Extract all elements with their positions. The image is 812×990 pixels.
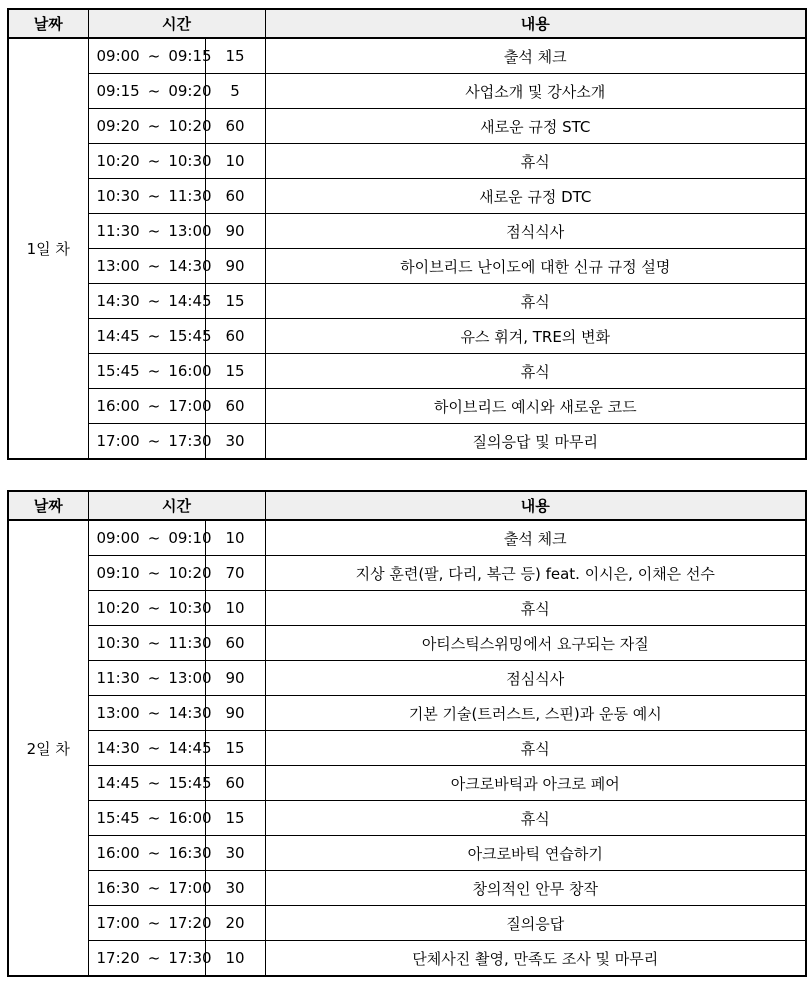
session-content: 질의응답 및 마무리: [265, 424, 806, 460]
start-time: 09:20: [96, 117, 140, 135]
time-separator: ~: [147, 327, 161, 345]
duration-minutes: 30: [205, 424, 265, 460]
end-time: 16:00: [168, 362, 212, 380]
table-row: [8, 284, 806, 319]
day-label: 1일 차: [8, 38, 88, 459]
duration-minutes: 5: [205, 74, 265, 109]
end-time: 15:45: [168, 774, 212, 792]
duration-minutes: 15: [205, 801, 265, 836]
day2-rows: [8, 520, 806, 976]
time-range: [88, 941, 212, 977]
duration-minutes: 90: [205, 214, 265, 249]
end-time: 10:20: [168, 564, 212, 582]
session-content: 유스 휘겨, TRE의 변화: [265, 319, 806, 354]
table-row: [8, 696, 806, 731]
time-range: [88, 836, 212, 871]
start-time: 15:45: [96, 809, 140, 827]
start-time: 09:00: [96, 47, 140, 65]
session-content: 출석 체크: [265, 520, 806, 556]
time-range: [88, 556, 212, 591]
session-content: 휴식: [265, 144, 806, 179]
start-time: 14:45: [96, 327, 140, 345]
duration-minutes: 20: [205, 906, 265, 941]
table-row: [8, 214, 806, 249]
end-time: 17:20: [168, 914, 212, 932]
table-row: [8, 109, 806, 144]
time-range: [88, 354, 212, 389]
header-content: 내용: [265, 9, 806, 38]
session-content: 새로운 규정 STC: [265, 109, 806, 144]
end-time: 16:00: [168, 809, 212, 827]
time-separator: ~: [147, 914, 161, 932]
session-content: 질의응답: [265, 906, 806, 941]
time-separator: ~: [147, 774, 161, 792]
header-time: 시간: [88, 491, 265, 520]
table-header-row: [8, 491, 806, 520]
time-separator: ~: [147, 599, 161, 617]
header-content: 내용: [265, 491, 806, 520]
time-separator: ~: [147, 187, 161, 205]
duration-minutes: 15: [205, 354, 265, 389]
session-content: 지상 훈련(팔, 다리, 복근 등) feat. 이시은, 이채은 선수: [265, 556, 806, 591]
day1-rows: [8, 38, 806, 459]
start-time: 09:15: [96, 82, 140, 100]
table-row: [8, 836, 806, 871]
table-row: [8, 38, 806, 74]
end-time: 14:45: [168, 292, 212, 310]
table-row: [8, 179, 806, 214]
start-time: 16:00: [96, 844, 140, 862]
time-separator: ~: [147, 152, 161, 170]
end-time: 11:30: [168, 634, 212, 652]
table-row: [8, 801, 806, 836]
time-separator: ~: [147, 949, 161, 967]
time-separator: ~: [147, 634, 161, 652]
session-content: 휴식: [265, 801, 806, 836]
duration-minutes: 30: [205, 836, 265, 871]
time-range: [88, 179, 212, 214]
day1-schedule-table: [7, 8, 807, 460]
end-time: 15:45: [168, 327, 212, 345]
time-separator: ~: [147, 739, 161, 757]
session-content: 하이브리드 예시와 새로운 코드: [265, 389, 806, 424]
time-range: [88, 109, 212, 144]
time-separator: ~: [147, 564, 161, 582]
start-time: 14:30: [96, 739, 140, 757]
time-range: [88, 284, 212, 319]
start-time: 15:45: [96, 362, 140, 380]
time-separator: ~: [147, 362, 161, 380]
time-range: [88, 38, 212, 74]
duration-minutes: 90: [205, 249, 265, 284]
time-range: [88, 591, 212, 626]
time-range: [88, 626, 212, 661]
time-separator: ~: [147, 529, 161, 547]
session-content: 휴식: [265, 731, 806, 766]
duration-minutes: 60: [205, 179, 265, 214]
table-row: [8, 626, 806, 661]
end-time: 10:30: [168, 599, 212, 617]
time-separator: ~: [147, 222, 161, 240]
start-time: 09:00: [96, 529, 140, 547]
table-row: [8, 424, 806, 460]
session-content: 기본 기술(트러스트, 스핀)과 운동 예시: [265, 696, 806, 731]
time-separator: ~: [147, 879, 161, 897]
session-content: 새로운 규정 DTC: [265, 179, 806, 214]
time-separator: ~: [147, 82, 161, 100]
header-date: 날짜: [8, 491, 88, 520]
start-time: 11:30: [96, 669, 140, 687]
duration-minutes: 10: [205, 941, 265, 977]
session-content: 휴식: [265, 284, 806, 319]
time-range: [88, 696, 212, 731]
duration-minutes: 60: [205, 319, 265, 354]
start-time: 09:10: [96, 564, 140, 582]
session-content: 휴식: [265, 354, 806, 389]
table-header-row: [8, 9, 806, 38]
time-range: [88, 871, 212, 906]
end-time: 11:30: [168, 187, 212, 205]
start-time: 17:00: [96, 432, 140, 450]
table-row: [8, 319, 806, 354]
table-row: [8, 520, 806, 556]
time-range: [88, 766, 212, 801]
session-content: 아크로바틱과 아크로 페어: [265, 766, 806, 801]
table-row: [8, 766, 806, 801]
table-row: [8, 144, 806, 179]
duration-minutes: 10: [205, 144, 265, 179]
time-range: [88, 801, 212, 836]
start-time: 10:30: [96, 634, 140, 652]
start-time: 11:30: [96, 222, 140, 240]
end-time: 14:30: [168, 704, 212, 722]
start-time: 17:00: [96, 914, 140, 932]
session-content: 점심식사: [265, 661, 806, 696]
day2-schedule-table: [7, 490, 807, 977]
table-row: [8, 906, 806, 941]
table-row: [8, 591, 806, 626]
time-range: [88, 520, 212, 556]
start-time: 10:20: [96, 152, 140, 170]
end-time: 14:45: [168, 739, 212, 757]
start-time: 13:00: [96, 257, 140, 275]
table-row: [8, 661, 806, 696]
table-row: [8, 556, 806, 591]
duration-minutes: 15: [205, 284, 265, 319]
header-date: 날짜: [8, 9, 88, 38]
session-content: 점식식사: [265, 214, 806, 249]
duration-minutes: 60: [205, 389, 265, 424]
time-range: [88, 731, 212, 766]
time-separator: ~: [147, 809, 161, 827]
duration-minutes: 15: [205, 38, 265, 74]
session-content: 아크로바틱 연습하기: [265, 836, 806, 871]
end-time: 09:10: [168, 529, 212, 547]
end-time: 10:30: [168, 152, 212, 170]
time-separator: ~: [147, 844, 161, 862]
end-time: 17:30: [168, 949, 212, 967]
duration-minutes: 60: [205, 766, 265, 801]
session-content: 휴식: [265, 591, 806, 626]
time-separator: ~: [147, 117, 161, 135]
start-time: 16:00: [96, 397, 140, 415]
start-time: 10:30: [96, 187, 140, 205]
duration-minutes: 60: [205, 626, 265, 661]
session-content: 사업소개 및 강사소개: [265, 74, 806, 109]
end-time: 13:00: [168, 669, 212, 687]
time-range: [88, 144, 212, 179]
header-time: 시간: [88, 9, 265, 38]
duration-minutes: 60: [205, 109, 265, 144]
duration-minutes: 90: [205, 696, 265, 731]
session-content: 창의적인 안무 창작: [265, 871, 806, 906]
table-row: [8, 354, 806, 389]
table-row: [8, 731, 806, 766]
start-time: 16:30: [96, 879, 140, 897]
table-row: [8, 941, 806, 977]
table-row: [8, 74, 806, 109]
time-separator: ~: [147, 397, 161, 415]
end-time: 17:00: [168, 879, 212, 897]
time-separator: ~: [147, 257, 161, 275]
duration-minutes: 30: [205, 871, 265, 906]
end-time: 10:20: [168, 117, 212, 135]
table-row: [8, 249, 806, 284]
duration-minutes: 10: [205, 520, 265, 556]
time-range: [88, 906, 212, 941]
end-time: 09:15: [168, 47, 212, 65]
duration-minutes: 90: [205, 661, 265, 696]
duration-minutes: 10: [205, 591, 265, 626]
time-range: [88, 214, 212, 249]
end-time: 14:30: [168, 257, 212, 275]
time-separator: ~: [147, 669, 161, 687]
end-time: 17:00: [168, 397, 212, 415]
table-row: [8, 389, 806, 424]
start-time: 14:30: [96, 292, 140, 310]
end-time: 17:30: [168, 432, 212, 450]
end-time: 13:00: [168, 222, 212, 240]
day-label: 2일 차: [8, 520, 88, 976]
time-range: [88, 661, 212, 696]
time-separator: ~: [147, 432, 161, 450]
end-time: 16:30: [168, 844, 212, 862]
time-range: [88, 389, 212, 424]
time-separator: ~: [147, 292, 161, 310]
end-time: 09:20: [168, 82, 212, 100]
session-content: 단체사진 촬영, 만족도 조사 및 마무리: [265, 941, 806, 977]
session-content: 하이브리드 난이도에 대한 신규 규정 설명: [265, 249, 806, 284]
time-range: [88, 424, 212, 460]
time-separator: ~: [147, 47, 161, 65]
time-range: [88, 249, 212, 284]
duration-minutes: 70: [205, 556, 265, 591]
session-content: 아티스틱스위밍에서 요구되는 자질: [265, 626, 806, 661]
time-range: [88, 319, 212, 354]
time-separator: ~: [147, 704, 161, 722]
start-time: 10:20: [96, 599, 140, 617]
time-range: [88, 74, 212, 109]
session-content: 출석 체크: [265, 38, 806, 74]
start-time: 13:00: [96, 704, 140, 722]
table-row: [8, 871, 806, 906]
duration-minutes: 15: [205, 731, 265, 766]
start-time: 14:45: [96, 774, 140, 792]
start-time: 17:20: [96, 949, 140, 967]
